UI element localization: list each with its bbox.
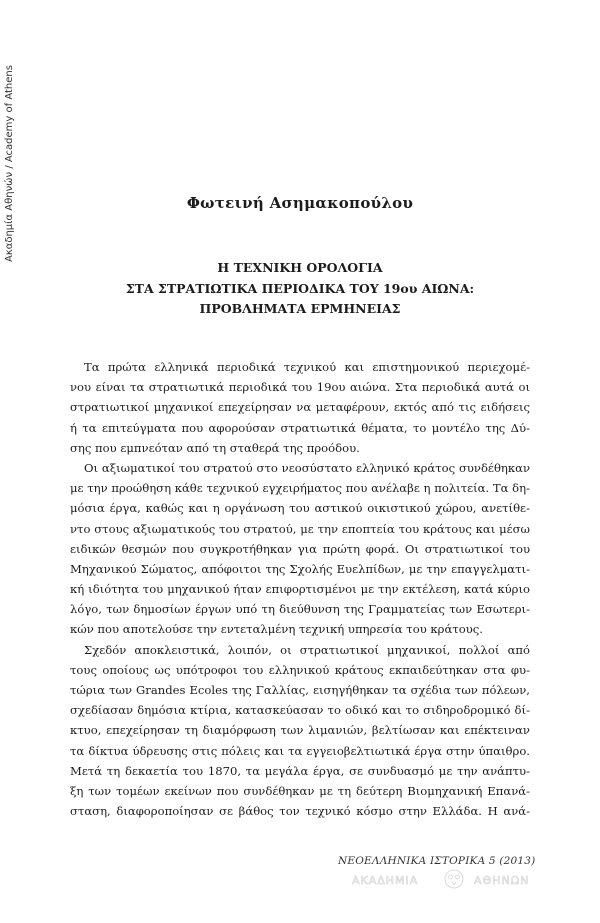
body-line: σης που εμπνεόταν από τη σταθερά της προόδου. [70,440,360,455]
body-line: Τα πρώτα ελληνικά περιοδικά τεχνικού και επιστημονικού περιεχομέ- [84,360,530,374]
body-line: σχεδίασαν δημόσια κτίρια, κατασκεύασαν το οδικό και το σιδηροδρομικό δί- [70,703,530,718]
body-line: Σχεδόν αποκλειστικά, λοιπόν, οι στρατιωτικοί μηχανικοί, πολλοί από [84,642,530,657]
body-line: στρατιωτικοί μηχανικοί επεχείρησαν να μεταφέρουν, εκτός από τις ειδήσεις [70,400,530,415]
body-line: νου είναι τα στρατιωτικά περιοδικά του 19ου αιώνα. Στα περιοδικά αυτά οι [70,380,530,395]
body-line: μόσια έργα, καθώς και η οργάνωση του αστικού οικιστικού χώρου, ανετίθε- [70,501,530,516]
title-line: ΠΡΟΒΛΗΜΑΤΑ ΕΡΜΗΝΕΙΑΣ [199,301,401,316]
body-line: με την προώθηση κάθε τεχνικού εγχειρήματος που ανέλαβε η πολιτεία. Τα δη- [70,481,530,496]
body-line: ντο στους αξιωματικούς του στρατού, με την εποπτεία του κράτους και μέσω [70,521,530,536]
body-line: τα δίκτυα ύδρευσης στις πόλεις και τα εγγειοβελτιωτικά έργα στην ύπαιθρο. [70,743,530,758]
archive-side-label: Ακαδημία Αθηνών / Academy of Athens [4,65,15,262]
body-line: τους οποίους ως υπότροφοι του ελληνικού κράτους εκπαιδεύτηκαν στα φυ- [70,662,530,677]
body-line: ξη των τομέων εκείνων που συνδέθηκαν με τη δεύτερη Βιομηχανική Επανά- [70,783,530,798]
body-line: σταση, διαφοροποίησαν σε βάθος τον τεχνικό κόσμο στην Ελλάδα. Η ανά- [70,804,530,819]
article-author: Φωτεινή Ασημακοπούλου [186,194,414,212]
watermark-right-text: ΑΘΗΝΩΝ [474,874,530,887]
body-line: κτυο, επεχείρησαν τη διαμόρφωση των λιμανιών, βελτίωσαν και επέκτειναν [70,723,530,738]
academy-watermark-logo [342,868,542,890]
body-line: Οι αξιωματικοί του στρατού στο νεοσύστατο ελληνικό κράτος συνδέθηκαν [84,460,530,475]
watermark-left-text: ΑΚΑΔΗΜΙΑ [352,874,419,887]
article-body [70,357,530,821]
body-line: τώρια των Grandes Ecoles της Γαλλίας, εισηγήθηκαν τα σχέδια των πόλεων, [70,683,530,697]
body-line: Μηχανικού Σώματος, απόφοιτοι της Σχολής Ευελπίδων, με την επαγγελματι- [70,561,530,576]
journal-footer: ΝΕΟΕΛΛΗΝΙΚΑ ΙΣΤΟΡΙΚΑ 5 (2013) [338,855,536,867]
title-line: ΣΤΑ ΣΤΡΑΤΙΩΤΙΚΑ ΠΕΡΙΟΔΙΚΑ ΤΟΥ 19ου ΑΙΩΝΑ: [125,280,475,296]
owl-emblem-icon [445,870,463,888]
body-line: λόγο, των δημοσίων έργων υπό τη διεύθυνση της Γραμματείας των Εσωτερι- [70,602,530,617]
title-line: Η ΤΕΧΝΙΚΗ ΟΡΟΛΟΓΙΑ [217,260,383,275]
body-line: Μετά τη δεκαετία του 1870, τα μεγάλα έργα, σε συνδυασμό με την ανάπτυ- [70,763,530,778]
body-line: κών που αποτελούσε την εντεταλμένη τεχνική υπηρεσία του κράτους. [70,622,483,637]
body-line: ειδικών θεσμών που συγκροτήθηκαν για πρώτη φορά. Οι στρατιωτικοί του [70,541,530,556]
article-title [60,258,540,320]
body-line: κή ιδιότητα του μηχανικού ήταν επιφορτισμένοι με την εκτέλεση, κατά κύριο [70,582,530,597]
body-line: ή τα επιτεύγματα που αφορούσαν στρατιωτικά θέματα, το μοντέλο της Δύ- [70,420,530,435]
